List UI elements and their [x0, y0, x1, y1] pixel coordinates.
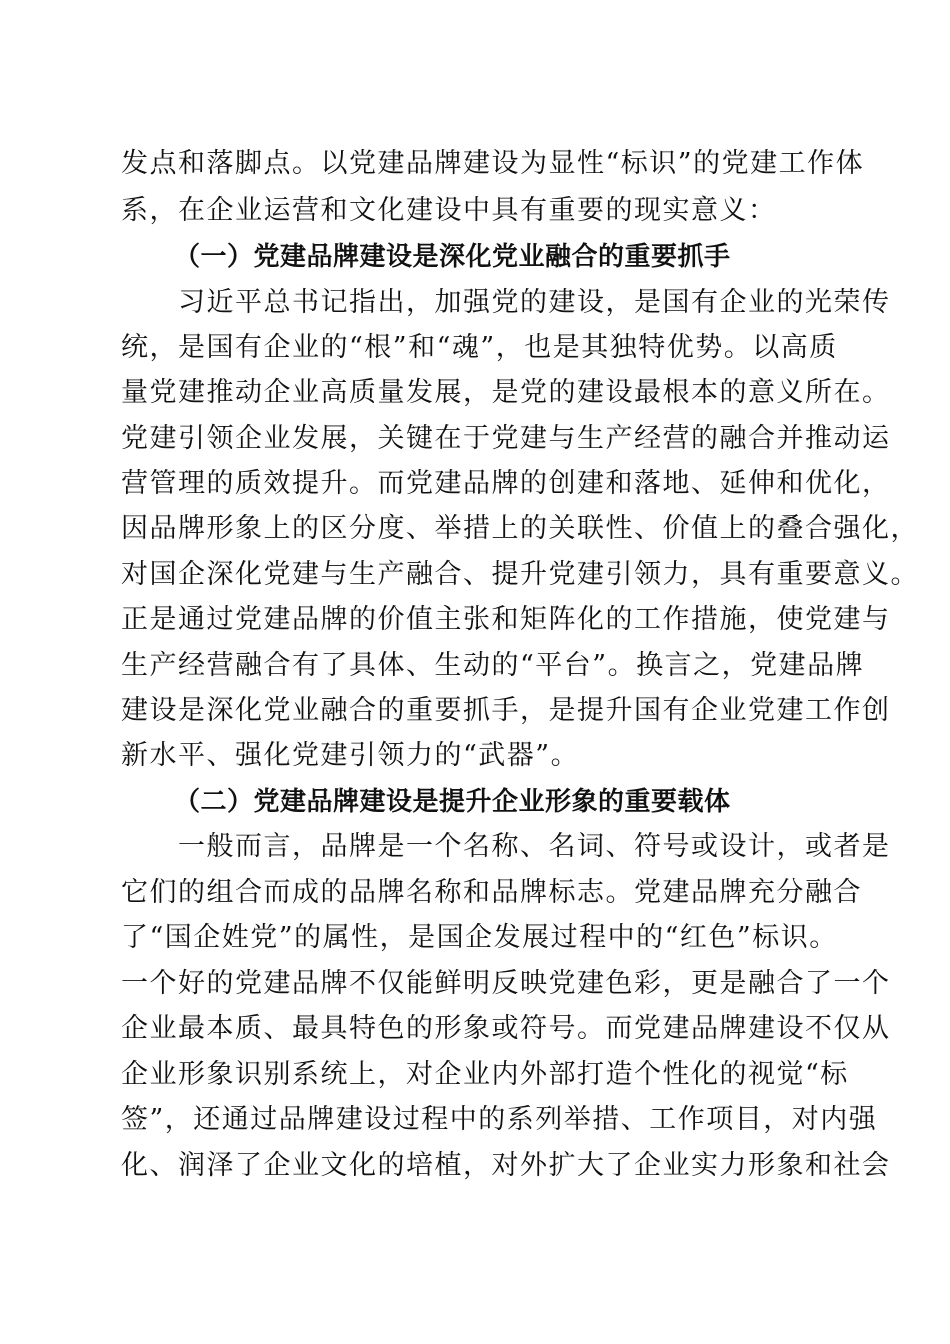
body-text-line: 企业形象识别系统上，对企业内外部打造个性化的视觉“标	[121, 1059, 849, 1090]
body-text-line: 化、润泽了企业文化的培植，对外扩大了企业实力形象和社会	[121, 1150, 891, 1181]
body-text-line: 了“国企姓党”的属性，是国企发展过程中的“红色”标识。	[121, 922, 838, 953]
body-text-line: 统，是国有企业的“根”和“魂”，也是其独特优势。以高质	[121, 332, 838, 363]
body-text-line: 正是通过党建品牌的价值主张和矩阵化的工作措施，使党建与	[121, 604, 891, 635]
body-text-line: 量党建推动企业高质量发展，是党的建设最根本的意义所在。	[121, 377, 891, 408]
body-text-line: 发点和落脚点。以党建品牌建设为显性“标识”的党建工作体	[121, 148, 865, 179]
section-heading-2: （二）党建品牌建设是提升企业形象的重要载体	[174, 787, 731, 817]
body-text-line: 新水平、强化党建引领力的“武器”。	[121, 740, 580, 771]
body-text-line: 习近平总书记指出，加强党的建设，是国有企业的光荣传	[121, 287, 891, 318]
body-text-line: 签”，还通过品牌建设过程中的系列举措、工作项目，对内强	[121, 1104, 878, 1135]
body-text-line: 生产经营融合有了具体、生动的“平台”。换言之，党建品牌	[121, 650, 865, 681]
body-text-line: 营管理的质效提升。而党建品牌的创建和落地、延伸和优化，	[121, 468, 891, 499]
body-text-line: 建设是深化党业融合的重要抓手，是提升国有企业党建工作创	[121, 695, 891, 726]
section-heading-1: （一）党建品牌建设是深化党业融合的重要抓手	[174, 242, 731, 272]
body-text-line: 对国企深化党建与生产融合、提升党建引领力，具有重要意义。	[121, 559, 919, 590]
body-text-line: 党建引领企业发展，关键在于党建与生产经营的融合并推动运	[121, 423, 891, 454]
body-text-line: 一个好的党建品牌不仅能鲜明反映党建色彩，更是融合了一个	[121, 968, 891, 999]
body-text-line: 因品牌形象上的区分度、举措上的关联性、价值上的叠合强化，	[121, 513, 919, 544]
body-text-line: 它们的组合而成的品牌名称和品牌标志。党建品牌充分融合	[121, 877, 862, 908]
body-text-line: 企业最本质、最具特色的形象或符号。而党建品牌建设不仅从	[121, 1013, 891, 1044]
body-text-line: 一般而言，品牌是一个名称、名词、符号或设计，或者是	[121, 831, 891, 862]
body-text-line: 系，在企业运营和文化建设中具有重要的现实意义：	[121, 195, 777, 226]
